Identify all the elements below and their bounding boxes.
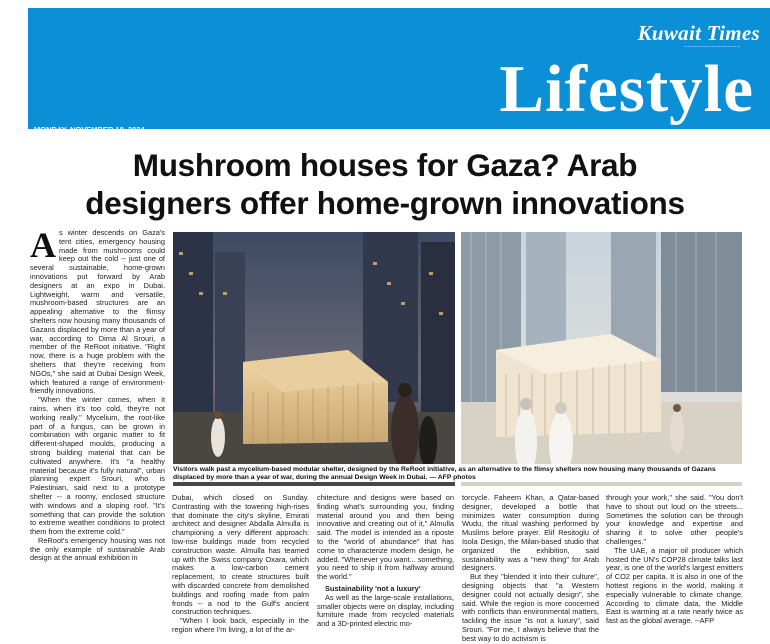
paragraph: "When the winter comes, when it rains, when it's too cold, they're not working really." Mycelium, the root-like part of a fungus, can be grown in combination with organic matter to fit different-shaped moulds, producing a strong building material that can be cultivated anywhere. It's "a healthy material because it's fully natural", urban planning expert Srouri, who is Palestinian, said next to a prototype shelter -- a roomy, enclosed structure with windows and a sloping roof. "It's something that can provide the solution to extreme weather conditions to protect them from the extreme cold." [30,395,165,537]
article-column-3 [317,493,454,629]
paragraph: Dubai, which closed on Sunday. Contrasting with the towering high-rises that dominate the city's skyline, Emirati architect and designer Abdalla Almulla is championing a very different approach: low-rise buildings made from recycled construction waste. Almulla has teamed up with the Swiss company Oxara, which makes a low-carbon cement replacement, to create structures built with discarded concrete from demolished buildings and roofing made from palm fronds -- a nod to the Gulf's ancient construction techniques. [172,493,309,617]
headline-line-2: designers offer home-grown innovations [85,185,685,221]
article-headline [40,146,730,222]
paragraph: ReRoot's emergency housing was not the only example of sustainable Arab design at the annual exhibition in [30,535,165,563]
section-subhead: Sustainability 'not a luxury' [325,583,421,593]
article-column-1 [30,225,165,563]
paragraph: through your work," she said. "You don't have to shout out loud on the streets... Sometimes the solution can be through your knowledge and expertise and sharing it to solve other people's challenges." [606,493,743,546]
drop-cap: A [30,225,56,265]
paragraph: "When I look back, especially in the region where I'm living, a lot of the ar- [172,616,309,634]
newspaper-logo: Kuwait Times [637,21,760,45]
paragraph: As well as the large-scale installations, smaller objects were on display, including furniture made from recycled materials and a 3D-printed electric mo- [317,592,454,629]
logo-tagline: ~~~~~~~~~~~~~~~~~~ [683,44,740,49]
article-column-4 [462,493,599,643]
paragraph: chitecture and designs were based on finding what's surrounding you, finding material around you and then being innovative and creating out of it," Almulla said. The model is intended as a riposte to the "world of abundance" that has come to characterize modern design, he added. "Whenever you want... something, you need to ship it from halfway around the world." [317,493,454,582]
dateline: MONDAY, NOVEMBER 18, 2024 [34,125,145,134]
photo-caption: Visitors walk past a mycelium-based modular shelter, designed by the ReRoot initiative, as an alternative to the flimsy shelters now housing many thousands of Gazans displaced by more than a year of war, during the annual Design Week in Dubai. — AFP photos [173,464,745,482]
paragraph: The UAE, a major oil producer which hosted the UN's COP28 climate talks last year, is one of the world's largest emitters of CO2 per capita. It is also in one of the hottest regions in the world, making it especially vulnerable to climate change. According to climate data, the Middle East is warming at a rate nearly twice as fast as the global average. --AFP [606,545,743,626]
photo-shelter-daytime [461,232,742,486]
paragraph: s winter descends on Gaza's tent cities, emergency housing made from mushrooms could keep out the cold -- just one of several sustainable, home-grown innovations put forward by Arab designers at an expo in Dubai. Lightweight, warm and versatile, mushroom-based structures are an appealing alternative to the flimsy shelters now housing many thousands of Gazans displaced by more than a year of war, according to Dima Al Srouri, a member of the ReRoot initiative. "Right now, there is a huge problem with the shelters that they're receiving from NGOs," she said at Dubai Design Week, which featured a range of environment-friendly innovations. [30,228,165,396]
article-column-2 [172,493,309,634]
section-title: Lifestyle [499,52,754,126]
paragraph: But they "blended it into their culture", designing objects that "a Western designer could not actually design", she said. While the region is more concerned with conflicts than environmental matters, tackling the issue "is not a luxury", said Srouri. "For me, I always believe that the best way to do activism is [462,572,599,643]
masthead-banner [28,8,770,134]
article-column-5 [606,493,743,626]
paragraph: torcycle. Faheem Khan, a Qatar-based designer, developed a bottle that minimizes water consumption during Wudu, the ritual washing performed by Muslims before prayer. Elif Resitoglu of Isola Design, the Milan-based studio that organized the exhibition, said sustainability was a "new thing" for Arab designers. [462,493,599,573]
photo-mycelium-shelter-night [173,232,455,486]
headline-line-1: Mushroom houses for Gaza? Arab [132,147,638,183]
